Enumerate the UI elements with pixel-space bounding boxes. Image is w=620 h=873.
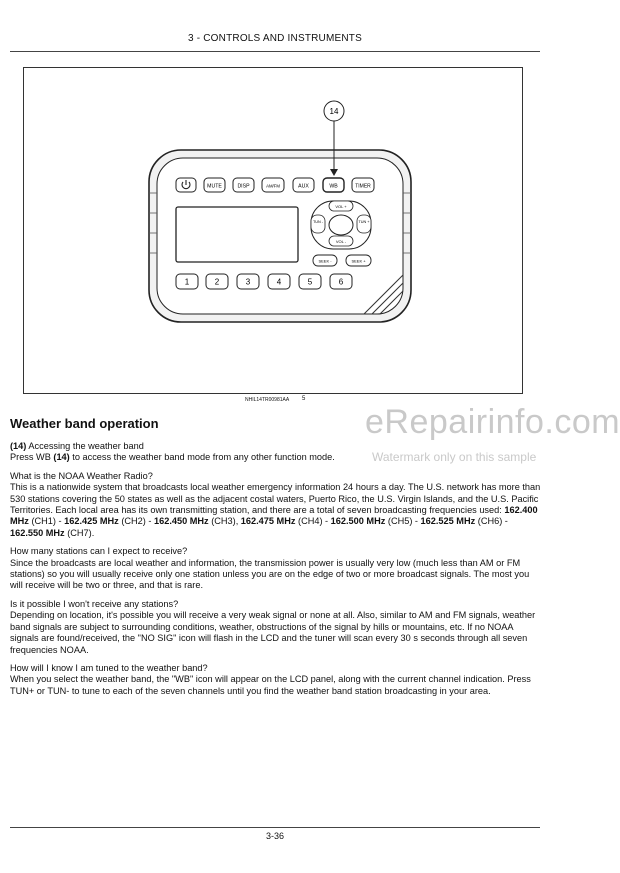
paragraph-stations (10, 546, 542, 592)
answer: Depending on location, it's possible you will receive a very weak signal or none at all. Also, similar to AM and FM signals, weather band signals are subject to surrounding conditions, weather, obstructions of the signal by hills or mountains, etc. If no NOAA signals are found/received, the "NO SIG" icon will flash in the LCD and the tuner will scan every 30 s seconds through all seven frequencies NOAA. (10, 610, 536, 655)
channel: (CH1) - (28, 516, 65, 527)
vol-down-label: VOL - (335, 239, 347, 244)
footer-rule (10, 827, 540, 828)
question: What is the NOAA Weather Radio? (10, 470, 153, 481)
question: How many stations can I expect to receive? (10, 546, 188, 557)
section-title: Weather band operation (10, 416, 159, 431)
text-run: to access the weather band mode from any other function mode. (69, 452, 335, 463)
channel: (CH4) - (295, 516, 331, 527)
frequency: 162.450 MHz (153, 516, 209, 527)
page-header: 3 - CONTROLS AND INSTRUMENTS (188, 33, 362, 44)
wb-label: WB (329, 183, 338, 190)
lcd-display (176, 207, 298, 262)
nav-center-button (329, 215, 353, 235)
amfm-label: AM/FM (266, 183, 280, 189)
seek-minus-label: SEEK - (318, 258, 332, 264)
seek-plus-label: SEEK + (351, 258, 366, 264)
preset-6-label: 6 (338, 277, 344, 287)
frequency: 162.550 MHz (10, 527, 65, 538)
vol-up-label: VOL + (335, 204, 347, 209)
watermark-large: eRepairinfo.com (365, 403, 620, 441)
radio-illustration (24, 68, 524, 395)
figure-code: NHIL14TR00981AA (245, 397, 290, 403)
header-rule (10, 51, 540, 52)
frequency: 162.500 MHz (330, 516, 386, 527)
paragraph-accessing (10, 441, 542, 464)
channel: (CH5) - (385, 516, 421, 527)
watermark-small: Watermark only on this sample (372, 450, 537, 464)
preset-2-label: 2 (214, 277, 220, 287)
disp-label: DISP (237, 183, 250, 190)
paragraph-no-stations (10, 599, 542, 656)
preset-1-label: 1 (184, 277, 190, 287)
tun-minus-button (311, 215, 325, 233)
nav-cluster (311, 201, 371, 249)
channel: (CH7). (64, 527, 95, 538)
tun-plus-label: TUN + (358, 220, 370, 224)
aux-label: AUX (298, 183, 309, 190)
text-run: Press WB (10, 452, 54, 463)
channel: (CH6) - (475, 516, 508, 527)
paragraph-tuned (10, 663, 542, 697)
timer-label: TIMER (355, 183, 371, 190)
channel: (CH3), (208, 516, 241, 527)
question: Is it possible I won't receive any stations? (10, 598, 179, 609)
radio-figure (23, 67, 523, 394)
body-text (10, 441, 542, 704)
frequency: 162.400 MHz (10, 505, 538, 527)
callout-ref: (14) (10, 441, 27, 451)
preset-3-label: 3 (245, 277, 251, 287)
mute-label: MUTE (207, 183, 222, 190)
frequency: 162.475 MHz (240, 516, 296, 527)
tun-minus-label: TUN - (312, 220, 324, 224)
page-number: 3-36 (265, 831, 284, 841)
paragraph-heading: Accessing the weather band (26, 441, 144, 451)
question: How will I know I am tuned to the weather band? (10, 662, 208, 673)
callout-ref: (14) (53, 452, 70, 463)
preset-5-label: 5 (307, 277, 313, 287)
preset-4-label: 4 (276, 277, 282, 287)
tun-plus-button (357, 215, 371, 233)
frequency: 162.525 MHz (420, 516, 476, 527)
channel: (CH2) - (118, 516, 154, 527)
frequency: 162.425 MHz (64, 516, 119, 527)
text-run: This is a nationwide system that broadcasts local weather emergency information 24 hours a day. The U.S. network has more than 530 stations covering the 50 states as well as the adjacent costal waters, Puerto Rico, the U.S. Virgin Islands, and the U.S. Pacific Territories. Each local area has its own transmitting station, and there are a total of seven broadcasting frequencies used: (10, 482, 541, 516)
answer: When you select the weather band, the "WB" icon will appear on the LCD panel, along with the current channel indication. Press TUN+ or TUN- to tune to each of the seven channels until you find the weather band station broadcasting in your area. (10, 674, 531, 696)
paragraph-noaa (10, 471, 542, 539)
callout-number: 14 (329, 107, 339, 116)
figure-number: 5 (302, 396, 306, 402)
answer: Since the broadcasts are local weather and information, the transmission power is usually very low (much less than AM or FM stations) so you will usually receive only one station unless you are on the edge of two or more broadcast signals. The most you will receive will be two or three, and that is rare. (10, 557, 530, 591)
